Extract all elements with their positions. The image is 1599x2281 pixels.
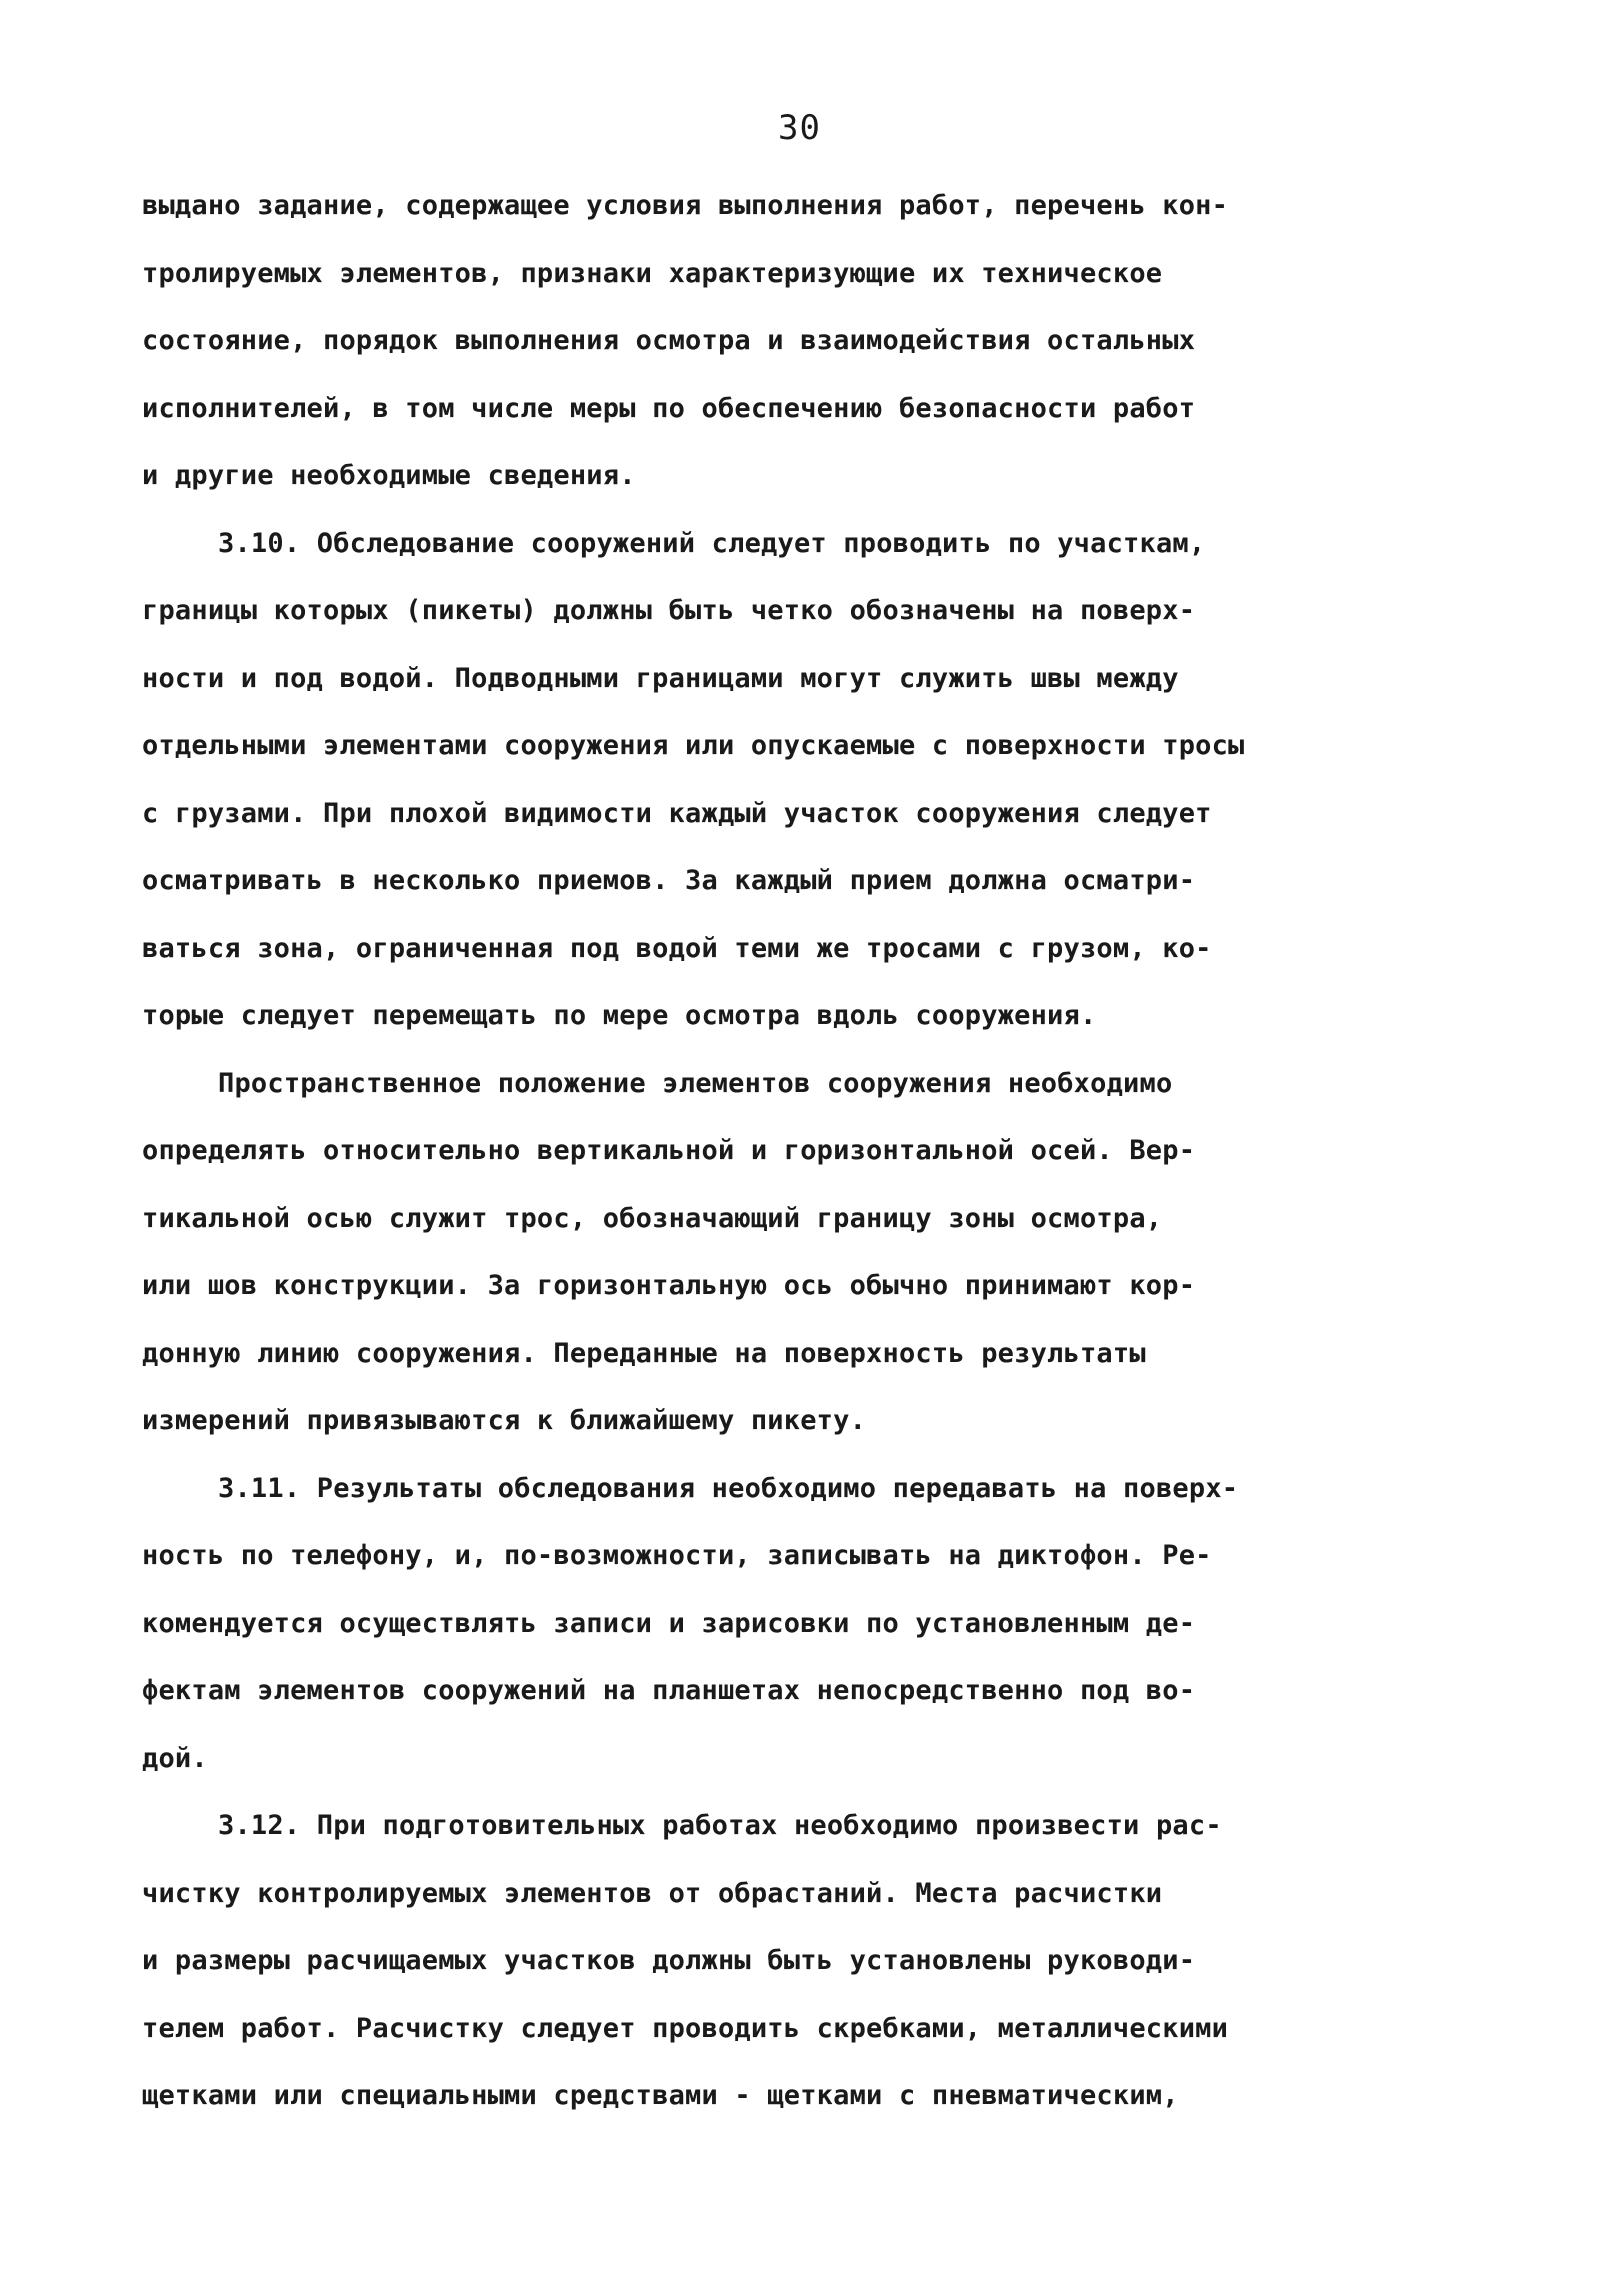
text-line: определять относительно вертикальной и горизонтальной осей. Вер- — [142, 1135, 1196, 1166]
text-line: и размеры расчищаемых участков должны быть установлены руководи- — [142, 1945, 1196, 1976]
text-line: исполнителей, в том числе меры по обеспечению безопасности работ — [142, 392, 1196, 424]
text-line: отдельными элементами сооружения или опускаемые с поверхности тросы — [142, 730, 1245, 761]
text-line: донную линию сооружения. Переданные на поверхность результаты — [142, 1337, 1146, 1369]
text-line: или шов конструкции. За горизонтальную ось обычно принимают кор- — [142, 1270, 1196, 1301]
page-number: 30 — [778, 108, 821, 148]
paragraph-first-line: 3.12. При подготовительных работах необходимо произвести рас- — [218, 1810, 1222, 1841]
paragraph-first-line: 3.11. Результаты обследования необходимо передавать на поверх- — [218, 1472, 1239, 1504]
text-line: телем работ. Расчистку следует проводить скребками, металлическими — [142, 2012, 1229, 2044]
text-line: дой. — [142, 1742, 208, 1774]
text-line: ваться зона, ограниченная под водой теми же тросами с грузом, ко- — [142, 932, 1212, 964]
text-line: тролируемых элементов, признаки характеризующие их техническое — [142, 257, 1163, 289]
text-line: состояние, порядок выполнения осмотра и взаимодействия остальных — [142, 325, 1196, 356]
text-line: ность по телефону, и, по-возможности, записывать на диктофон. Ре- — [142, 1540, 1212, 1571]
text-line: тикальной осью служит трос, обозначающий границу зоны осмотра, — [142, 1202, 1163, 1234]
body-text — [142, 172, 1462, 2130]
text-line: чистку контролируемых элементов от обрастаний. Места расчистки — [142, 1877, 1163, 1909]
text-line: фектам элементов сооружений на планшетах непосредственно под во- — [142, 1675, 1196, 1706]
text-line: измерений привязываются к ближайшему пикету. — [142, 1405, 867, 1436]
text-line: выдано задание, содержащее условия выполнения работ, перечень кон- — [142, 190, 1229, 221]
text-line: торые следует перемещать по мере осмотра вдоль сооружения. — [142, 1000, 1097, 1031]
text-line: и другие необходимые сведения. — [142, 460, 636, 491]
text-line: границы которых (пикеты) должны быть четко обозначены на поверх- — [142, 595, 1196, 626]
text-line: щетками или специальными средствами - щетками с пневматическим, — [142, 2080, 1179, 2111]
text-line: осматривать в несколько приемов. За каждый прием должна осматри- — [142, 865, 1196, 896]
text-line: с грузами. При плохой видимости каждый участок сооружения следует — [142, 797, 1212, 829]
text-line: комендуется осуществлять записи и зарисовки по установленным де- — [142, 1607, 1196, 1639]
text-line: ности и под водой. Подводными границами могут служить швы между — [142, 662, 1179, 694]
paragraph-first-line: Пространственное положение элементов сооружения необходимо — [218, 1067, 1173, 1099]
paragraph-first-line: 3.10. Обследование сооружений следует проводить по участкам, — [218, 527, 1206, 559]
